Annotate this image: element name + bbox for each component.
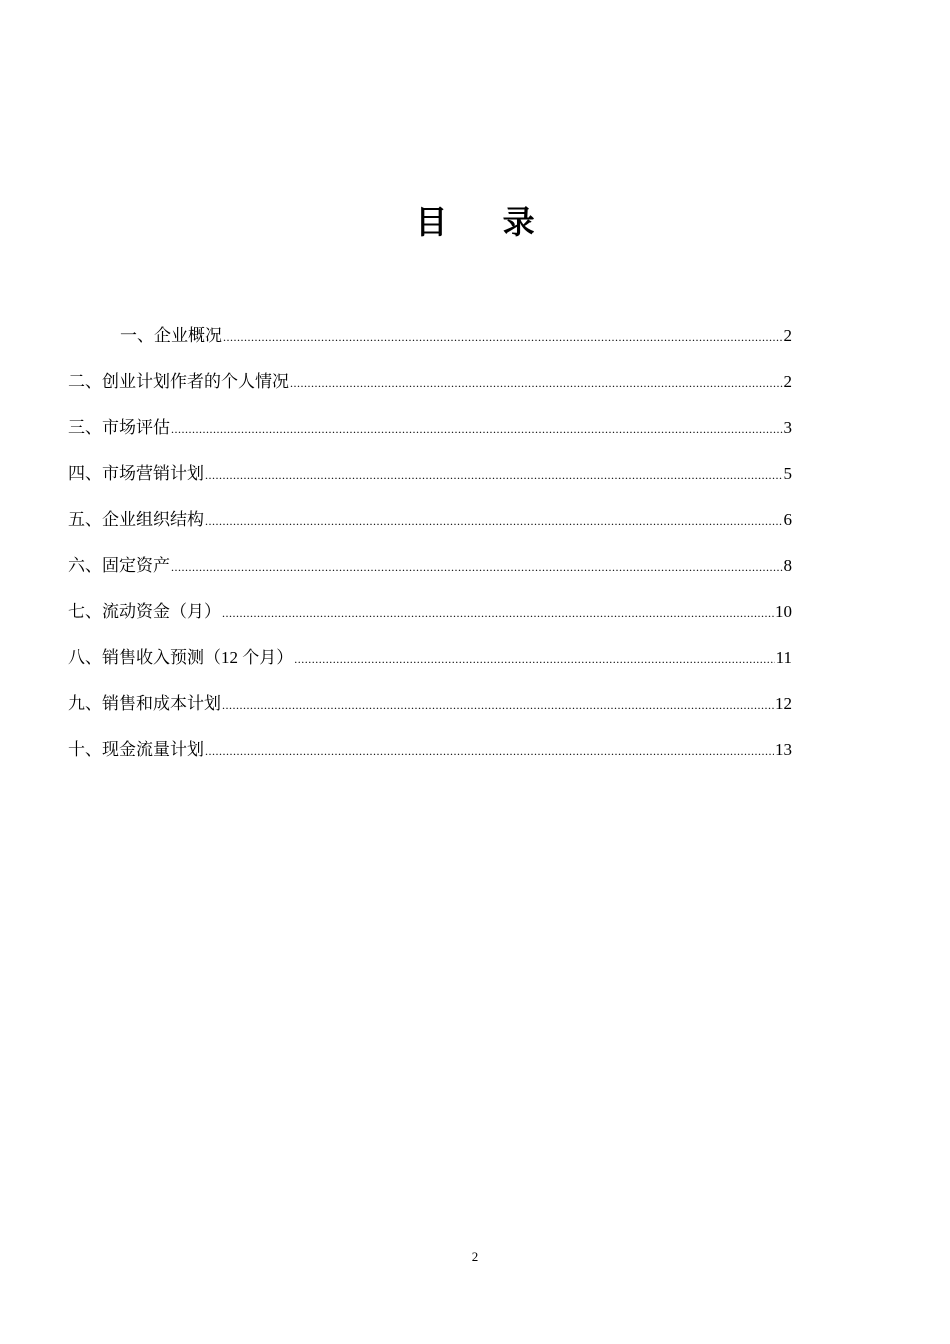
toc-entry-label: 三、市场评估 <box>68 418 170 437</box>
toc-entry-label: 五、企业组织结构 <box>68 510 204 529</box>
toc-entry-page: 12 <box>775 694 792 713</box>
dot-leader <box>205 461 783 489</box>
toc-entry-label: 四、市场营销计划 <box>68 464 204 483</box>
toc-entry-page: 13 <box>775 740 792 759</box>
toc-entry-label: 七、流动资金（月） <box>68 602 221 621</box>
toc-entry-page: 3 <box>783 418 792 437</box>
dot-leader <box>205 737 774 765</box>
toc-entry-3[interactable] <box>68 414 792 460</box>
dot-leader <box>171 553 783 581</box>
toc-entry-page: 2 <box>783 326 792 345</box>
toc-entry-label: 九、销售和成本计划 <box>68 694 221 713</box>
toc-entry-label: 八、销售收入预测（12 个月） <box>68 648 294 667</box>
toc-entry-5[interactable] <box>68 506 792 552</box>
toc-entry-page: 8 <box>783 556 792 575</box>
dot-leader <box>171 415 783 443</box>
toc-entry-1[interactable] <box>68 322 792 368</box>
toc-entry-page: 2 <box>783 372 792 391</box>
toc-entry-page: 5 <box>783 464 792 483</box>
toc-entry-7[interactable] <box>68 598 792 644</box>
toc-entry-10[interactable] <box>68 736 792 782</box>
toc-entry-label: 一、企业概况 <box>120 326 222 345</box>
toc-entry-4[interactable] <box>68 460 792 506</box>
toc-entry-2[interactable] <box>68 368 792 414</box>
dot-leader <box>290 369 783 397</box>
dot-leader <box>222 691 774 719</box>
toc-entry-9[interactable] <box>68 690 792 736</box>
toc-entry-page: 6 <box>783 510 792 529</box>
dot-leader <box>205 507 783 535</box>
dot-leader <box>223 323 783 351</box>
toc-entry-page: 10 <box>775 602 792 621</box>
table-of-contents <box>68 322 792 782</box>
toc-title: 目 录 <box>415 203 557 241</box>
toc-entry-8[interactable] <box>68 644 792 690</box>
toc-entry-label: 二、创业计划作者的个人情况 <box>68 372 289 391</box>
toc-entry-6[interactable] <box>68 552 792 598</box>
toc-entry-page: 11 <box>775 648 792 667</box>
page-number: 2 <box>471 1249 479 1264</box>
dot-leader <box>294 645 774 673</box>
toc-entry-label: 十、现金流量计划 <box>68 740 204 759</box>
dot-leader <box>222 599 774 627</box>
toc-entry-label: 六、固定资产 <box>68 556 170 575</box>
